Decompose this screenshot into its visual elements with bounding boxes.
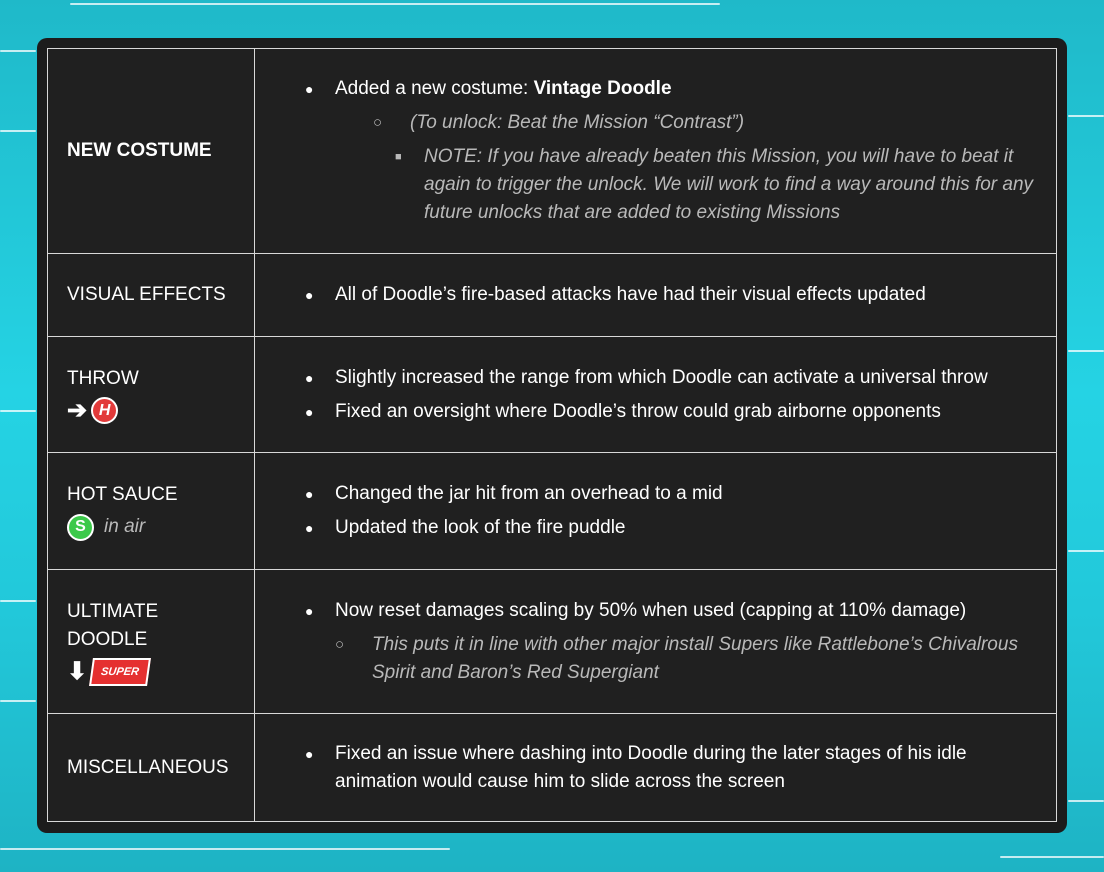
sub-list-item: ○ This puts it in line with other major install Supers like Rattlebone’s Chivalrous Spirit and Baron’s Red Supergiant (335, 631, 1036, 687)
row-content (255, 453, 1057, 570)
bullet-text: Now reset damages scaling by 50% when used (capping at 110% damage) (335, 599, 967, 621)
input-modifier: in air (104, 516, 146, 537)
background-streak (70, 3, 720, 5)
right-arrow-icon: ➔ (67, 396, 88, 424)
row-label-cell (48, 453, 255, 570)
list-item: ● All of Doodle’s fire-based attacks have had their visual effects updated (305, 281, 1036, 309)
costume-name: Vintage Doodle (533, 78, 672, 99)
row-label: VISUAL EFFECTS (48, 254, 255, 337)
row-content (255, 570, 1057, 714)
background-streak (1000, 856, 1104, 858)
row-content (255, 49, 1057, 254)
background-streak (0, 848, 450, 850)
background-streak (0, 130, 36, 132)
list-item (305, 75, 1036, 227)
input-icons (67, 513, 236, 541)
row-label: ULTIMATE DOODLE (67, 600, 159, 650)
down-arrow-icon: ⬇ (67, 657, 88, 685)
table-row (48, 714, 1057, 822)
bullet-text: Added a new costume: (335, 78, 534, 99)
list-item: ● Updated the look of the fire puddle (305, 514, 1036, 542)
background-streak (1068, 350, 1104, 352)
row-content (255, 254, 1057, 337)
super-badge-icon: SUPER (89, 658, 151, 686)
row-label-cell (48, 570, 255, 714)
row-content (255, 714, 1057, 822)
note-text: NOTE: If you have already beaten this Mission, you will have to beat it again to trigger the unlock. We will work to find a way around this for any future unlocks that are added to existing Missions (424, 146, 1034, 223)
background-streak (0, 410, 36, 412)
special-button-icon: S (67, 514, 94, 541)
background-streak (1068, 550, 1104, 552)
sub-list-item (373, 109, 1036, 227)
sub-sub-list-item (395, 143, 1036, 227)
sub-bullet-text: (To unlock: Beat the Mission “Contrast”) (410, 112, 745, 133)
row-label: MISCELLANEOUS (48, 714, 255, 822)
table-row (48, 570, 1057, 714)
background-streak (1068, 115, 1104, 117)
background-streak (1068, 800, 1104, 802)
patch-notes-table (47, 48, 1057, 822)
input-icons (67, 658, 236, 686)
list-item: ● Fixed an issue where dashing into Doodle during the later stages of his idle animation would cause him to slide across the screen (305, 740, 1036, 796)
table-row (48, 337, 1057, 453)
row-label-cell (48, 337, 255, 453)
table-row (48, 254, 1057, 337)
row-label: THROW (67, 368, 139, 389)
list-item: ● Fixed an oversight where Doodle’s throw could grab airborne opponents (305, 398, 1036, 426)
table-row (48, 453, 1057, 570)
table-row (48, 49, 1057, 254)
input-icons (67, 397, 236, 424)
list-item (305, 597, 1036, 687)
background-streak (0, 600, 36, 602)
row-label: HOT SAUCE (67, 484, 178, 505)
background-streak (0, 50, 36, 52)
row-label: NEW COSTUME (48, 49, 255, 254)
list-item: ● Changed the jar hit from an overhead to a mid (305, 480, 1036, 508)
row-content (255, 337, 1057, 453)
list-item: ● Slightly increased the range from which Doodle can activate a universal throw (305, 364, 1036, 392)
patch-notes-panel (37, 38, 1067, 833)
heavy-button-icon: H (91, 397, 118, 424)
background-streak (0, 700, 36, 702)
